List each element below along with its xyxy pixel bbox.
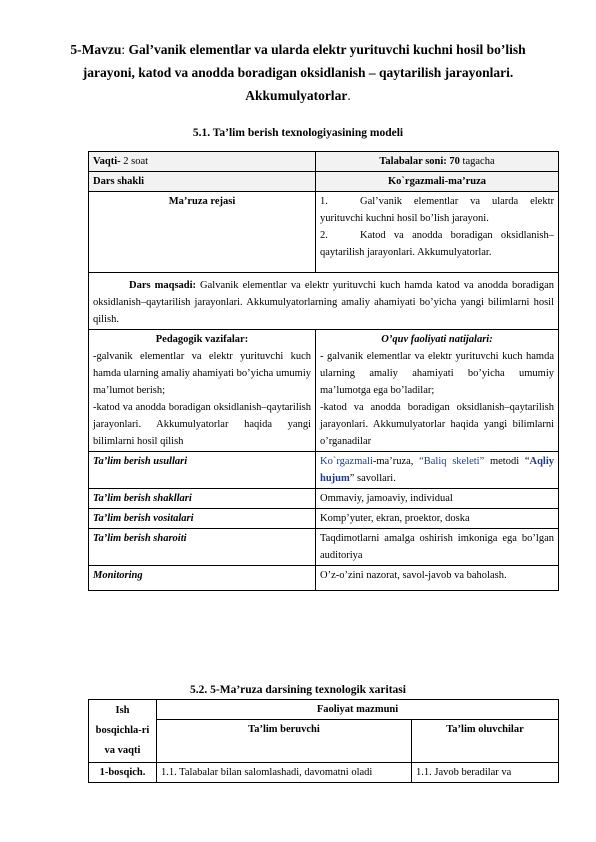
section2-title: 5.2. 5-Ma’ruza darsining texnologik xaritasi [190, 684, 406, 696]
table-row [89, 566, 559, 591]
plan-item-text: Gal’vanik elementlar va ularda elektr yurituvchi kuchni hosil bo’lish jarayoni. [320, 196, 554, 224]
table-row [89, 720, 559, 763]
time-value: 2 soat [120, 156, 149, 167]
time-cell [89, 152, 316, 172]
methods-part: ” savollari. [349, 473, 396, 484]
students-header: Ta’lim oluvchilar [412, 720, 559, 763]
row-stage: 1-bosqich. [89, 763, 157, 783]
methods-part: -ma’ruza, [372, 456, 420, 467]
results-header: O’quv faoliyati natijalari: [381, 334, 493, 345]
plan-list [316, 192, 559, 273]
methods-part: “Baliq skeleti” [419, 456, 485, 467]
monitoring-value: O’z-o’zini nazorat, savol-javob va baholash. [316, 566, 559, 591]
technology-map-table [88, 699, 559, 783]
methods-part: Aqliy hujum [320, 456, 554, 484]
forms-value: Ommaviy, jamoaviy, individual [316, 489, 559, 509]
conditions-label: Ta’lim berish sharoiti [89, 529, 316, 566]
goal-text: Galvanik elementlar va elektr yurituvchi kuch hamda katod va anodda boradigan oksidlanish–qaytarilish jarayonlari. Akkumulyatorlarning amaliy ahamiyati bo’yicha yangi bilimlarni hosil qilish. [93, 280, 554, 325]
page-title [60, 38, 536, 107]
tools-label: Ta’lim berish vositalari [89, 509, 316, 529]
students-unit: tagacha [459, 156, 495, 167]
tasks-header: Pedagogik vazifalar: [155, 334, 249, 345]
table-row [89, 700, 559, 720]
section1-title: 5.1. Ta’lim berish texnologiyasining modeli [192, 127, 404, 139]
result-item: -katod va anodda boradigan oksidlanish–qaytarilish jarayonlari. Akkumulyatorlar haqida yangi bilimlarni o’rganadilar [320, 402, 554, 447]
methods-part: “ [524, 456, 530, 467]
table-row [89, 529, 559, 566]
plan-item [320, 193, 554, 227]
goal-label: Dars maqsadi: [129, 280, 197, 291]
students-label: Talabalar soni: [379, 156, 447, 167]
topic-prefix: 5-Mavzu [70, 42, 122, 57]
monitoring-label: Monitoring [89, 566, 316, 591]
conditions-value: Taqdimotlarni amalga oshirish imkoniga ega bo’lgan auditoriya [316, 529, 559, 566]
row-students-activity: 1.1. Javob beradilar va [412, 763, 559, 783]
form-label: Dars shakli [89, 172, 316, 192]
plan-item-text: Katod va anodda boradigan oksidlanish–qaytarilish jarayonlari. Akkumulyatorlar. [320, 230, 554, 258]
task-item: -katod va anodda boradigan oksidlanish–qaytarilish jarayonlari. Akkumulyatorlar haqida yangi bilimlarni hosil qilish [93, 402, 311, 447]
forms-label: Ta’lim berish shakllari [89, 489, 316, 509]
methods-part: metodi [484, 456, 525, 467]
topic-title: Gal’vanik elementlar va ularda elektr yurituvchi kuchni hosil bo’lish jarayoni, katod va anodda boradigan oksidlanish – qaytarilish jarayonlari. Akkumulyatorlar [82, 42, 526, 103]
tasks-cell [89, 330, 316, 452]
methods-label: Ta’lim berish usullari [89, 452, 316, 489]
row-teacher-activity: 1.1. Talabalar bilan salomlashadi, davomatni oladi [157, 763, 412, 783]
plan-item-number: 1. [320, 196, 328, 207]
students-cell [316, 152, 559, 172]
table-row [89, 452, 559, 489]
plan-item-number: 2. [320, 230, 328, 241]
teacher-header: Ta’lim beruvchi [157, 720, 412, 763]
table-row [89, 330, 559, 452]
table-row [89, 172, 559, 192]
plan-item [320, 227, 554, 261]
table-row [89, 192, 559, 273]
table-row [89, 763, 559, 783]
topic-colon: : [121, 42, 129, 57]
plan-label: Ma’ruza rejasi [89, 192, 316, 273]
task-item: -galvanik elementlar va elektr yurituvchi kuch hamda ularning amaliy ahamiyati bo’yicha umumiy ma’lumot berish; [93, 351, 311, 396]
stage-header: Ish bosqichla-ri va vaqti [89, 700, 157, 763]
table-row [89, 509, 559, 529]
content-header: Faoliyat mazmuni [157, 700, 559, 720]
table-row [89, 152, 559, 172]
results-cell [316, 330, 559, 452]
result-item: - galvanik elementlar va elektr yurituvchi kuch hamda ularning amaliy ahamiyati bo’yicha umumiy ma’lumotga ega bo’ladilar; [320, 351, 554, 396]
methods-part: Ko`rgazmali [320, 456, 373, 467]
topic-end: . [347, 88, 351, 103]
tools-value: Komp’yuter, ekran, proektor, doska [316, 509, 559, 529]
time-label: Vaqti- [93, 156, 121, 167]
students-value: 70 [446, 156, 460, 167]
methods-value [316, 452, 559, 489]
table-row [89, 489, 559, 509]
model-table [88, 151, 559, 591]
form-value: Ko`rgazmali-ma’ruza [316, 172, 559, 192]
goal-cell [89, 273, 559, 330]
table-row [89, 273, 559, 330]
